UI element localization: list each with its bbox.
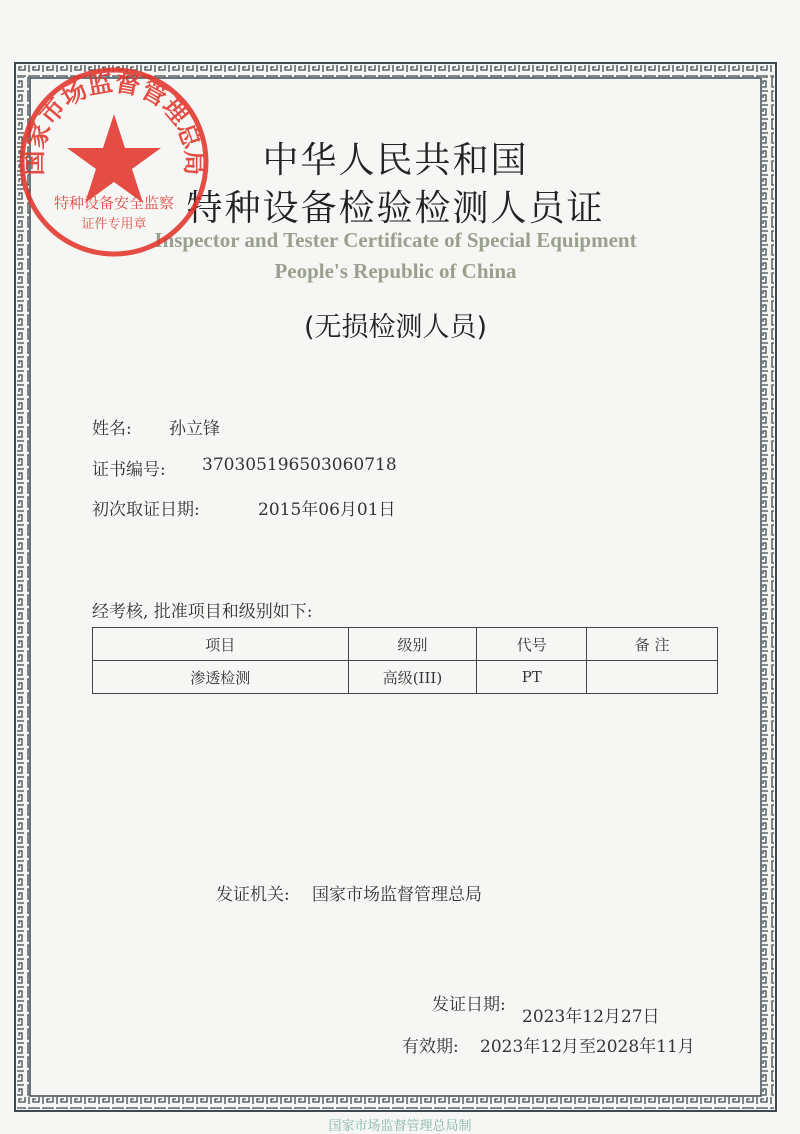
holder-name: 孙立锋 — [169, 419, 220, 439]
certificate-category: (无损检测人员) — [303, 312, 488, 343]
header-remark: 备 注 — [587, 628, 718, 661]
certificate-sheet — [14, 62, 777, 1112]
seal-inner-text: 特种设备安全监察 — [53, 194, 175, 212]
title-country: 中华人民共和国 — [262, 140, 529, 181]
seal-star-icon — [67, 114, 161, 203]
seal-bottom-text: 证件专用章 — [81, 217, 147, 232]
official-seal — [14, 62, 214, 262]
header-level: 级别 — [348, 628, 477, 661]
table-row — [93, 661, 718, 694]
table-header-row — [93, 628, 718, 661]
issue-date: 2023年12月27日 — [522, 1007, 660, 1027]
title-certificate: 特种设备检验检测人员证 — [186, 188, 605, 229]
header-item: 项目 — [93, 628, 349, 661]
cell-level: 高级(III) — [348, 661, 477, 694]
first-date-label: 初次取证日期: — [92, 500, 200, 520]
cell-item: 渗透检测 — [93, 661, 349, 694]
name-label: 姓名: — [92, 419, 132, 439]
title-english-line2: People's Republic of China — [274, 259, 517, 283]
cert-no: 370305196503060718 — [202, 455, 397, 475]
issue-date-label: 发证日期: — [432, 995, 506, 1015]
seal-outer-text: 国家市场监督管理总局 — [18, 67, 210, 176]
footer-issuer: 国家市场监督管理总局制 — [328, 1119, 472, 1134]
approval-table — [92, 627, 718, 694]
cert-no-label: 证书编号: — [92, 460, 166, 480]
header-code: 代号 — [477, 628, 587, 661]
approval-intro: 经考核, 批准项目和级别如下: — [92, 602, 313, 622]
issuer-name: 国家市场监督管理总局 — [312, 885, 482, 905]
validity: 2023年12月至2028年11月 — [480, 1037, 695, 1057]
cell-remark — [587, 661, 718, 694]
first-date: 2015年06月01日 — [258, 500, 396, 520]
validity-label: 有效期: — [402, 1037, 459, 1057]
cell-code: PT — [477, 661, 587, 694]
issuer-label: 发证机关: — [216, 885, 290, 905]
title-english-line1: Inspector and Tester Certificate of Special Equipment — [154, 228, 637, 252]
